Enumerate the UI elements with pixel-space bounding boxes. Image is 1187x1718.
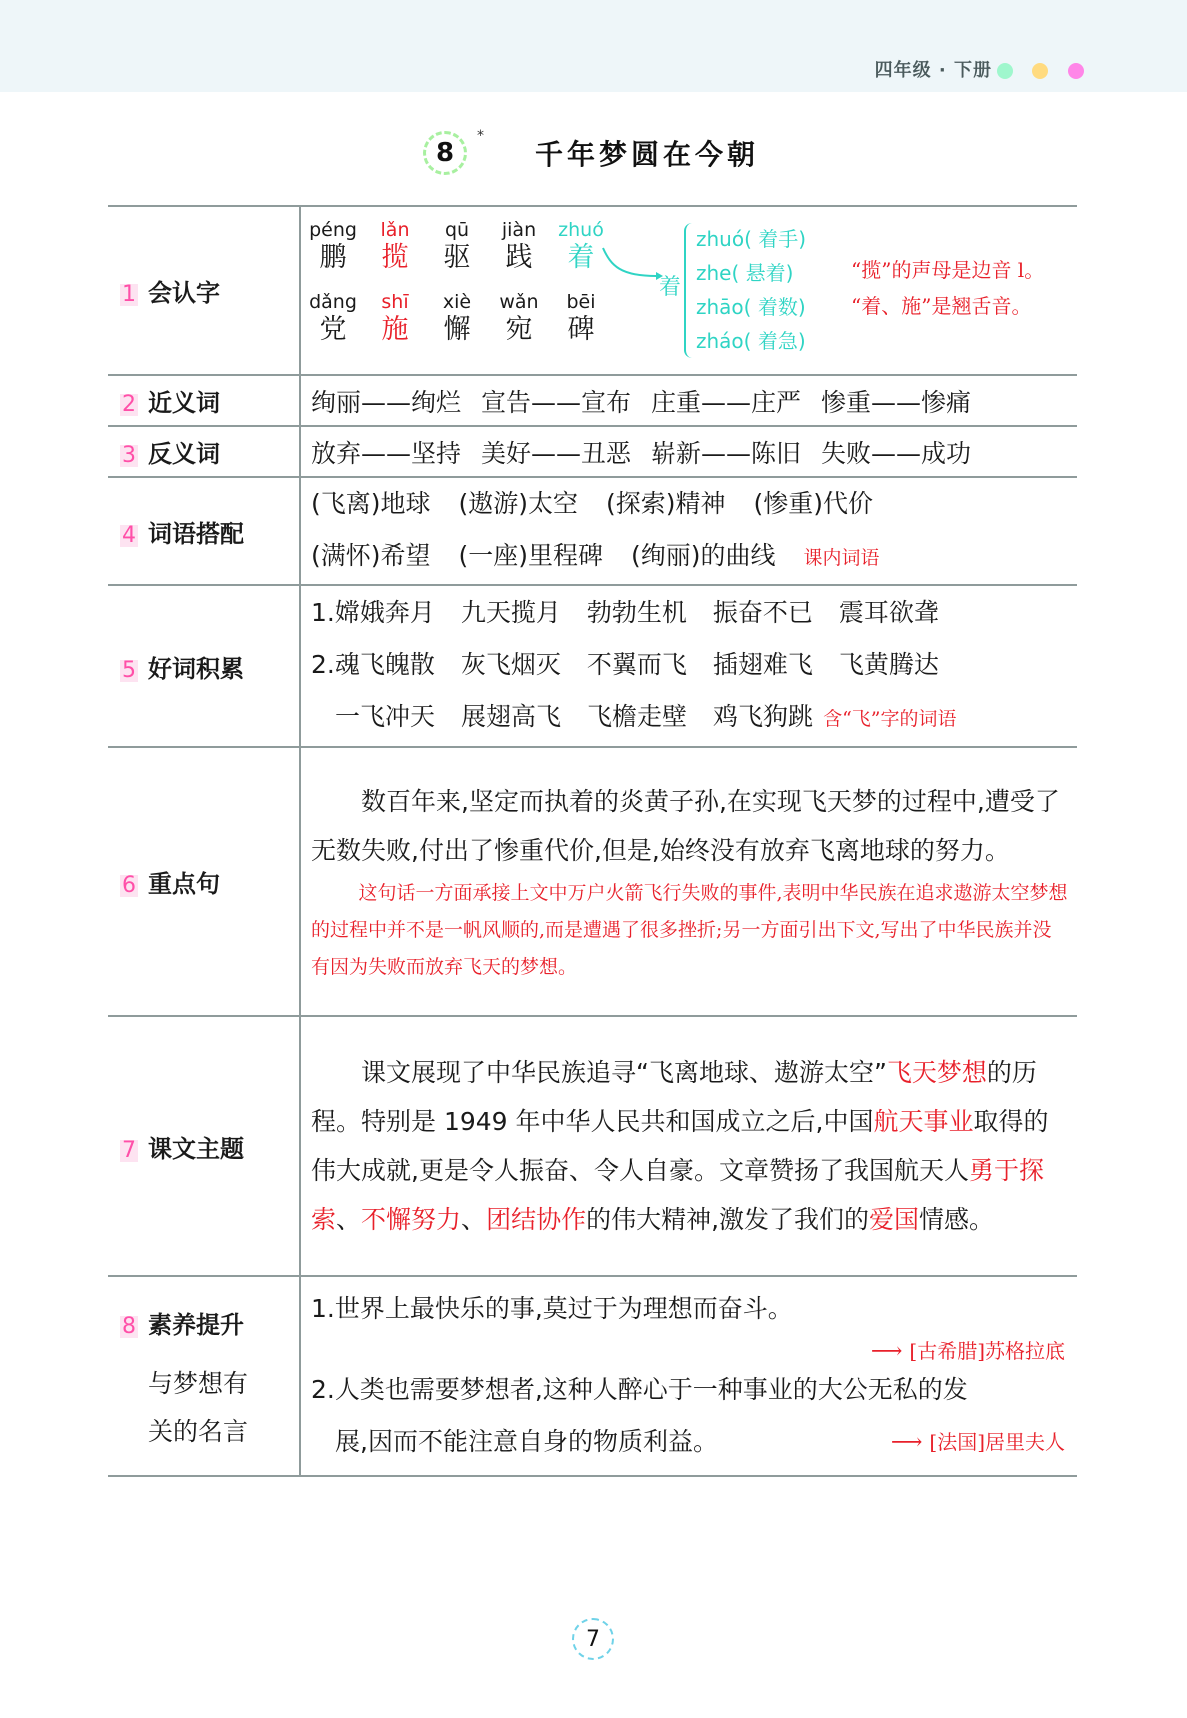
highlight-text: 航天事业 xyxy=(873,1107,974,1136)
good-words-content xyxy=(300,585,1077,747)
row-title: 课文主题 xyxy=(148,1134,244,1163)
word: 飞黄腾达 xyxy=(838,650,939,679)
pinyin: lǎn xyxy=(380,219,410,241)
pair: 宣告——宣布 xyxy=(481,387,632,417)
pink-dot-icon xyxy=(1068,63,1084,79)
row-label xyxy=(108,375,300,426)
source-text: [法国]居里夫人 xyxy=(929,1430,1065,1454)
pinyin: qū xyxy=(444,219,470,241)
phrase: (满怀)希望 xyxy=(311,541,431,570)
character-with-pinyin xyxy=(363,220,427,276)
row-label xyxy=(108,1016,300,1276)
phrase: (探索)精神 xyxy=(606,489,726,518)
collocations-content xyxy=(300,477,1077,585)
row-quotes xyxy=(108,1276,1077,1476)
row-number: 4 xyxy=(122,522,136,548)
text: 、 xyxy=(461,1205,487,1234)
row-title: 会认字 xyxy=(148,279,220,307)
pair: 美好——丑恶 xyxy=(481,438,632,468)
hanzi: 着 xyxy=(567,242,595,273)
collocation-line xyxy=(311,530,1077,584)
study-table xyxy=(108,205,1077,1477)
characters-content xyxy=(300,206,1077,375)
word: 插翅难飞 xyxy=(712,650,813,679)
grade-label: 四年级 · 下册 xyxy=(874,60,992,81)
polyphone-char: 着 xyxy=(659,275,682,300)
pair: 惨重——惨痛 xyxy=(821,387,972,417)
row-subtitle: 关的名言 xyxy=(148,1416,249,1446)
words-line xyxy=(311,587,1077,639)
character-with-pinyin xyxy=(487,292,551,348)
quotes-content xyxy=(300,1276,1077,1476)
arrow-icon: ⟶ xyxy=(870,1339,910,1364)
word: 九天揽月 xyxy=(460,598,561,627)
phrase: (惨重)代价 xyxy=(753,489,874,518)
phrase: (绚丽)的曲线 xyxy=(631,541,776,570)
row-subtitle: 与梦想有 xyxy=(148,1368,249,1398)
row-key-sentence xyxy=(108,747,1077,1016)
quote: 2.人类也需要梦想者,这种人醉心于一种事业的大公无私的发 xyxy=(311,1375,968,1404)
quote-source xyxy=(891,1416,1077,1469)
row-number: 1 xyxy=(122,282,136,307)
hanzi: 鹏 xyxy=(319,242,347,273)
word: 灰飞烟灭 xyxy=(460,650,561,679)
theme-content xyxy=(300,1016,1077,1276)
row-label xyxy=(108,747,300,1016)
collocation-line xyxy=(311,478,1077,530)
row-number: 8 xyxy=(122,1313,136,1339)
hanzi: 碑 xyxy=(567,314,595,345)
quote: 1.世界上最快乐的事,莫过于为理想而奋斗。 xyxy=(311,1294,793,1323)
pinyin: péng xyxy=(309,219,357,241)
reading: zhe( 悬着) xyxy=(696,261,794,285)
word: 2.魂飞魄散 xyxy=(311,650,435,679)
brace-icon xyxy=(684,223,696,358)
pinyin: dǎng xyxy=(309,291,357,313)
row-theme xyxy=(108,1016,1077,1276)
pinyin: zhuó xyxy=(558,219,604,241)
pair: 绚丽——绚烂 xyxy=(311,387,462,417)
row-collocations xyxy=(108,477,1077,585)
character-with-pinyin xyxy=(487,220,551,276)
highlight-text: 飞天梦想 xyxy=(886,1058,987,1087)
text: 的伟大精神,激发了我们的 xyxy=(586,1205,870,1234)
character-with-pinyin xyxy=(301,220,365,276)
text: 课文展现了中华民族追寻“飞离地球、遨游太空” xyxy=(361,1058,887,1087)
yellow-dot-icon xyxy=(1032,63,1048,79)
synonym-pairs xyxy=(300,375,1077,426)
note: “着、施”是翘舌音。 xyxy=(851,294,1032,318)
hanzi: 党 xyxy=(319,314,347,345)
phrase: (遨游)太空 xyxy=(458,489,579,518)
hanzi: 践 xyxy=(505,242,533,273)
lesson-title: 千年梦圆在今朝 xyxy=(535,138,760,171)
quote xyxy=(311,1416,1077,1468)
row-title: 近义词 xyxy=(148,389,220,417)
pair: 放弃——坚持 xyxy=(311,438,462,468)
row-good-words xyxy=(108,585,1077,747)
source-text: [古希腊]苏格拉底 xyxy=(909,1339,1065,1363)
pinyin: xiè xyxy=(442,291,472,313)
pair: 失败——成功 xyxy=(821,438,972,468)
word: 鸡飞狗跳 xyxy=(713,702,814,731)
key-sentence: 数百年来,坚定而执着的炎黄子孙,在实现飞天梦的过程中,遭受了无数失败,付出了惨重代价,但是,始终没有放弃飞离地球的努力。 xyxy=(311,787,1060,865)
row-number: 2 xyxy=(122,392,136,417)
row-label xyxy=(108,477,300,585)
phrase: (飞离)地球 xyxy=(311,489,431,518)
pinyin: wǎn xyxy=(499,291,539,313)
highlight-text: 团结协作 xyxy=(486,1205,587,1234)
row-title: 重点句 xyxy=(148,870,220,898)
pair: 庄重——庄严 xyxy=(651,387,802,417)
highlight-text: 不懈努力 xyxy=(361,1205,462,1234)
row-title: 好词积累 xyxy=(148,654,244,683)
row-number: 7 xyxy=(122,1137,136,1163)
character-with-pinyin xyxy=(363,292,427,348)
phrase: (一座)里程碑 xyxy=(458,541,604,570)
quote-source xyxy=(311,1335,1077,1364)
character-with-pinyin xyxy=(549,220,613,276)
pinyin: jiàn xyxy=(501,219,537,241)
hanzi: 施 xyxy=(381,314,409,345)
row-label xyxy=(108,585,300,747)
word: 振奋不已 xyxy=(712,598,813,627)
word: 飞檐走壁 xyxy=(587,702,688,731)
text: 取得的伟大成就,更是令人振奋、令人自豪。文章赞扬了我国航天人 xyxy=(311,1107,1049,1185)
page-number: 7 xyxy=(572,1618,614,1660)
key-sentence-content xyxy=(300,747,1077,1016)
header-band xyxy=(0,0,1187,92)
character-with-pinyin xyxy=(301,292,365,348)
theme-paragraph xyxy=(311,1048,1077,1244)
pair: 崭新——陈旧 xyxy=(651,438,802,468)
reading: zhuó( 着手) xyxy=(696,227,807,251)
row-number: 6 xyxy=(122,873,136,898)
text: 、 xyxy=(336,1205,362,1234)
polyphone-readings xyxy=(696,222,806,358)
annotation: 含“飞”字的词语 xyxy=(823,708,957,730)
highlight-text: 爱国 xyxy=(869,1205,920,1234)
hanzi: 懈 xyxy=(443,314,471,345)
pinyin: shī xyxy=(381,291,409,313)
highlight-text: 勇于探索 xyxy=(311,1156,1044,1234)
word: 1.嫦娥奔月 xyxy=(311,598,435,627)
green-dot-icon xyxy=(997,63,1013,79)
text: 情感。 xyxy=(919,1205,995,1234)
hanzi: 驱 xyxy=(443,242,471,273)
row-synonyms xyxy=(108,375,1077,426)
row-title: 素养提升 xyxy=(148,1310,244,1339)
word: 震耳欲聋 xyxy=(838,598,939,627)
word: 展翅高飞 xyxy=(461,702,562,731)
quote-text: 展,因而不能注意自身的物质利益。 xyxy=(335,1427,718,1456)
lesson-number-badge: 8 xyxy=(423,131,467,175)
pinyin: bēi xyxy=(566,291,596,313)
hanzi: 揽 xyxy=(381,242,409,273)
character-with-pinyin xyxy=(425,292,489,348)
sentence-analysis: 这句话一方面承接上文中万户火箭飞行失败的事件,表明中华民族在追求遨游太空梦想的过程中并不是一帆风顺的,而是遭遇了很多挫折;另一方面引出下文,写出了中华民族并没有因为失败而放弃飞天的梦想。 xyxy=(311,882,1068,978)
row-number: 5 xyxy=(122,657,136,683)
character-with-pinyin xyxy=(425,220,489,276)
note: “揽”的声母是边音 l。 xyxy=(851,258,1045,282)
antonym-pairs xyxy=(300,426,1077,477)
row-label xyxy=(108,1276,300,1476)
words-line xyxy=(311,639,1077,691)
row-number: 3 xyxy=(122,443,136,468)
character-with-pinyin xyxy=(549,292,613,348)
reading: zhāo( 着数) xyxy=(696,295,806,319)
row-antonyms xyxy=(108,426,1077,477)
pinyin-grid xyxy=(311,208,1077,373)
arrow-icon: ⟶ xyxy=(890,1430,930,1455)
annotation: 课内词语 xyxy=(803,547,880,569)
row-label xyxy=(108,426,300,477)
hanzi: 宛 xyxy=(505,314,533,345)
row-characters xyxy=(108,206,1077,375)
row-title: 词语搭配 xyxy=(148,519,244,548)
lesson-star-mark: * xyxy=(477,128,484,144)
word: 不翼而飞 xyxy=(586,650,687,679)
reading: zháo( 着急) xyxy=(696,329,806,353)
row-title: 反义词 xyxy=(148,440,220,468)
text: 的历程。特别是 1949 年中华人民共和国成立之后,中国 xyxy=(311,1058,1037,1136)
words-line xyxy=(311,691,1077,745)
word: 勃勃生机 xyxy=(586,598,687,627)
row-label xyxy=(108,206,300,375)
pronunciation-notes xyxy=(851,252,1044,324)
word: 一飞冲天 xyxy=(335,702,436,731)
